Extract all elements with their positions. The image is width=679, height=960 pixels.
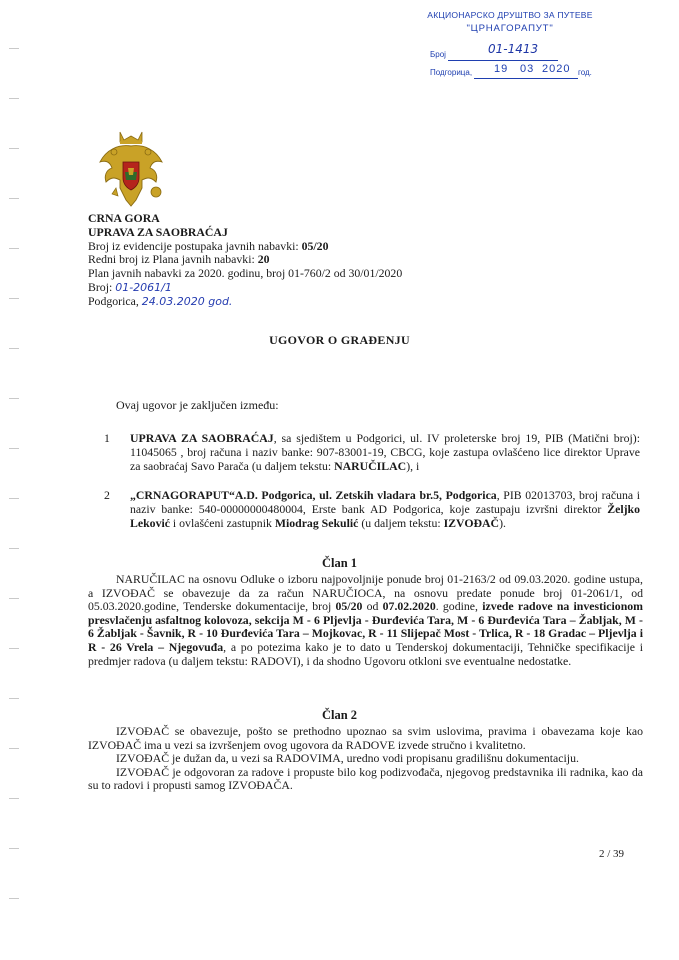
party-izvodjac: 2 „CRNAGORAPUT“A.D. Podgorica, ul. Zetskih vladara br.5, Podgorica, PIB 02013703, broj računa i naziv banke: 540-00000000480004, Erste bank AD Podgorica, koje zastupaju izvršni direktor Željko Leković i ovlašćeni zastupnik Miodrag Sekulić (u daljem tekstu: IZVOĐAČ). xyxy=(104,488,641,530)
article-1-heading: Član 1 xyxy=(321,556,358,570)
stamp-org-line2: "ЦРНАГОРАПУТ" xyxy=(466,23,554,34)
issuer-header xyxy=(88,212,402,309)
party2-number: 2 xyxy=(104,488,110,502)
stamp-place-label: Подгорица, xyxy=(430,68,473,77)
stamp-broj-value: 01-1413 xyxy=(488,42,539,56)
article-2-para2: IZVOĐAČ je dužan da, u vezi sa RADOVIMA, uredno vodi propisanu gradilišnu dokumentaciju. xyxy=(116,751,579,766)
article-2-para3: IZVOĐAČ je odgovoran za radove i propuste bilo kog podizvođača, njegovog predstavnika ili radnika, kao da su to radovi i propusti samog IZVOĐAČA. xyxy=(88,764,643,793)
document-number-line: Broj: 01-2061/1 xyxy=(88,279,172,294)
article-2-text xyxy=(88,725,643,793)
evidence-number-line: Broj iz evidencije postupaka javnih nabavki: 05/20 xyxy=(88,238,329,253)
coat-of-arms-emblem xyxy=(98,128,164,210)
intro-text: Ovaj ugovor je zaključen između: xyxy=(116,398,279,412)
registry-stamp xyxy=(418,4,593,78)
document-date-line: Podgorica, 24.03.2020 god. xyxy=(88,293,233,308)
article-2-heading: Član 2 xyxy=(321,708,358,722)
party-naručilac: 1 UPRAVA ZA SAOBRAĆAJ, sa sjedištem u Podgorici, ul. IV proleterske broj 19, PIB (Matični broj): 11045065 , broj računa i naziv banke: 907-83001-19, CBCG, koje zastupa ovlašćeno lice direktor Uprave za saobraćaj Savo Parača (u daljem tekstu: NARUČILAC), i xyxy=(104,431,640,473)
plan-number-line: Redni broj iz Plana javnih nabavki: 20 xyxy=(88,252,270,267)
handwritten-number: 01-2061/1 xyxy=(115,280,172,294)
document-title: UGOVOR O GRAĐENJU xyxy=(269,333,410,347)
margin-ticks xyxy=(0,0,22,960)
stamp-date-day: 19 xyxy=(494,63,509,75)
party1-number: 1 xyxy=(104,431,110,445)
article-2-para1: IZVOĐAČ se obavezuje, pošto se prethodno upoznao sa svim uslovima, pravima i obavezama koje kao IZVOĐAČ ima u vezi sa izvršenjem ovog ugovora da RADOVE izvede stručno i kvalitetno. xyxy=(88,724,643,752)
stamp-broj-label: Број xyxy=(430,50,446,59)
procurement-plan-line: Plan javnih nabavki za 2020. godinu, broj 01-760/2 od 30/01/2020 xyxy=(88,266,403,281)
party2-name: „CRNAGORAPUT“A.D. Podgorica, ul. Zetskih vladara br.5, Podgorica xyxy=(130,488,497,502)
party1-name: UPRAVA ZA SAOBRAĆAJ xyxy=(130,431,274,445)
stamp-date-month: 03 xyxy=(520,63,535,75)
stamp-year-suffix: год. xyxy=(578,68,592,77)
stamp-date-year: 2020 xyxy=(542,63,571,75)
page-number: 2 / 39 xyxy=(599,848,625,860)
authority-name: UPRAVA ZA SAOBRAĆAJ xyxy=(88,224,228,239)
handwritten-date: 24.03.2020 god. xyxy=(141,294,233,308)
stamp-org-line1: АКЦИОНАРСКО ДРУШТВО ЗА ПУТЕВЕ xyxy=(427,10,593,20)
country-name: CRNA GORA xyxy=(88,211,160,225)
article-1-text: NARUČILAC na osnovu Odluke o izboru najpovoljnije ponude broj 01-2163/2 od 09.03.2020. godine ustupa, a IZVOĐAČ se obavezuje da za račun NARUČIOCA, na osnovu predate ponude broj 01-2061/1, od 05.03.2020.godine, Tenderske dokumentacije, broj 05/20 od 07.02.2020. godine, izvede radove na investicionom presvlačenju asfaltnog kolovoza, sekcija M - 6 Pljevlja - Đurđevića Tara, M - 6 Đurđevića Tara – Žabljak, M - 6 Žabljak - Šavnik, R - 10 Đurđevića Tara – Mojkovac, R - 11 Slijepač Most - Trlica, R - 18 Gradac – Pljevlja i R - 26 Vrela – Njegovuđa, a po potezima kako je to dato u Tenderskoj dokumentaciji, Tehničke specifikacije i predmjer radova (u daljem tekstu: RADOVI), i da shodno Ugovoru otkloni sve eventualne nedostatke. xyxy=(88,572,644,668)
